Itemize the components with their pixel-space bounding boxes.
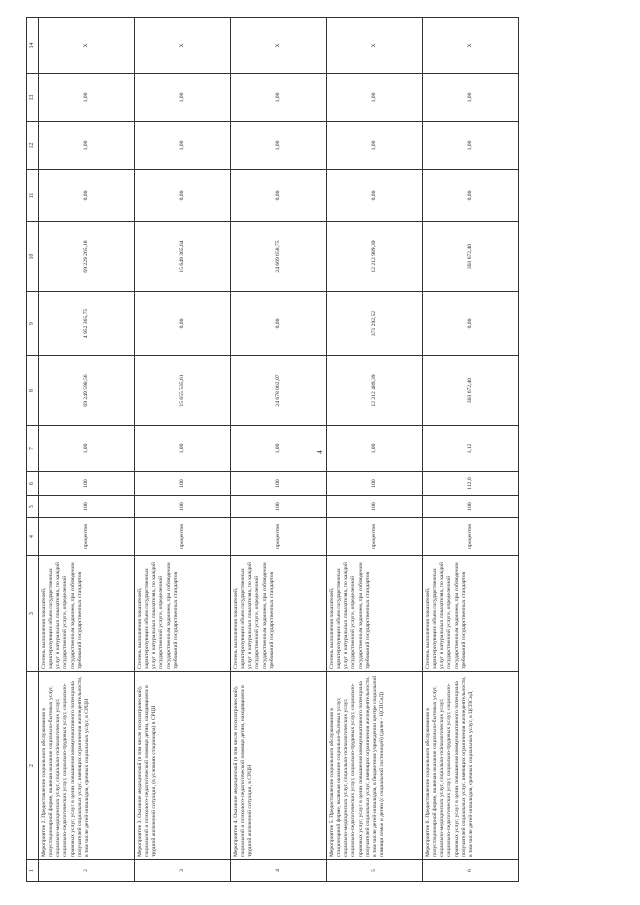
- cell-13: 1,00: [423, 74, 519, 122]
- cell-10: 24 669 658,75: [231, 222, 327, 292]
- cell-14: X: [39, 18, 135, 74]
- indicator-name: Степень выполнения показателей, характеризующих объем государственных услуг в натуральных показателях, по каждой государственной услуге, определенной государственным заданием, при соблюдении требований государственных стандартов: [231, 556, 327, 672]
- col-header: 14: [27, 18, 39, 74]
- col-header: 4: [27, 518, 39, 556]
- cell-7: 1,00: [231, 426, 327, 472]
- table-row: [39, 18, 135, 882]
- cell-6: 100: [231, 472, 327, 496]
- cell-8: 24 678 062,07: [231, 356, 327, 426]
- unit: процентов: [39, 518, 135, 556]
- cell-5: 100: [423, 496, 519, 518]
- col-header: 11: [27, 170, 39, 222]
- cell-11: 0,00: [231, 170, 327, 222]
- cell-5: 100: [135, 496, 231, 518]
- col-header: 9: [27, 292, 39, 356]
- measure-name: Мероприятие 6. Предоставление социального обслуживания в полустационарной форме, включая оказание социально-бытовых услуг, социально-медицинских услуг, социально-психологических услуг, социально-педагогических услуг, социально-трудовых услуг, социально-правовых услуг, услуг в целях повышения коммуникативного потенциала получателей социальных услуг, имеющих ограничения жизнедеятельности, в том числе детей-инвалидов, срочных социальных услуг, в ЦСПСиД: [423, 672, 519, 860]
- cell-9: 0,00: [423, 292, 519, 356]
- cell-5: 100: [327, 496, 423, 518]
- unit: процентов: [135, 518, 231, 556]
- indicator-name: Степень выполнения показателей, характеризующих объем государственных услуг в натуральных показателях, по каждой государственной услуге, определенной государственным заданием, при соблюдении требований государственных стандартов: [423, 556, 519, 672]
- cell-12: 1,00: [327, 122, 423, 170]
- cell-8: 12 212 489,39: [327, 356, 423, 426]
- cell-8: 15 655 535,61: [135, 356, 231, 426]
- indicator-name: Степень выполнения показателей, характеризующих объем государственных услуг в натуральных показателях, по каждой государственной услуге, определенной государственным заданием, при соблюдении требований государственных стандартов: [135, 556, 231, 672]
- measure-name: Мероприятие 2. Предоставление социального обслуживания в полустационарной форме, включая оказание социально-бытовых услуг, социально-медицинских услуг, социально-психологических услуг, социально-педагогических услуг, социально-трудовых услуг, социально-правовых услуг, услуг в целях повышения коммуникативного потенциала получателей социальных услуг, имеющих ограничения жизнедеятельности, в том числе детей-инвалидов, срочных социальных услуг, в СРЦН: [39, 672, 135, 860]
- measure-name: Мероприятие 3. Оказание медицинской (в том числе психиатрической), социальной и психолого-педагогической помощи детям, находящимся в трудной жизненной ситуации, (в условиях стационара) в СРЦН: [135, 672, 231, 860]
- col-header: 12: [27, 122, 39, 170]
- col-header: 10: [27, 222, 39, 292]
- row-number: 4: [231, 860, 327, 882]
- col-header: 8: [27, 356, 39, 426]
- cell-13: 1,00: [327, 74, 423, 122]
- cell-7: 1,00: [327, 426, 423, 472]
- measure-name: Мероприятие 5. Предоставление социального обслуживания в стационарной форме, включая оказание социально-бытовых услуг, социально-медицинских услуг, социально-психологических услуг, социально-педагогических услуг, социально-трудовых услуг, социально-правовых услуг, услуг в целях повышения коммуникативного потенциала получателей социальных услуг, имеющих ограничения жизнедеятельности, в том числе детей-инвалидов, в бюджетном учреждении центре социальной помощи семье и детям (с социальной гостиницей) (далее - ЦСПСиД): [327, 672, 423, 860]
- row-number: 5: [327, 860, 423, 882]
- cell-12: 1,00: [135, 122, 231, 170]
- column-number-row: [27, 18, 39, 882]
- unit: процентов: [231, 518, 327, 556]
- cell-8: 303 672,40: [423, 356, 519, 426]
- cell-13: 1,00: [39, 74, 135, 122]
- cell-12: 1,00: [231, 122, 327, 170]
- cell-5: 100: [39, 496, 135, 518]
- cell-5: 100: [231, 496, 327, 518]
- cell-11: 0,00: [39, 170, 135, 222]
- col-header: 2: [27, 672, 39, 860]
- cell-13: 1,00: [231, 74, 327, 122]
- cell-7: 1,00: [39, 426, 135, 472]
- cell-9: 4 952 365,75: [39, 292, 135, 356]
- table-row: [135, 18, 231, 882]
- rotated-page-content: [26, 18, 606, 882]
- row-number: 2: [39, 860, 135, 882]
- col-header: 5: [27, 496, 39, 518]
- cell-11: 0,00: [327, 170, 423, 222]
- cell-7: 1,00: [135, 426, 231, 472]
- page-number: 4: [315, 450, 324, 454]
- cell-14: X: [423, 18, 519, 74]
- indicator-name: Степень выполнения показателей, характеризующих объем государственных услуг в натуральных показателях, по каждой государственной услуге, определенной государственным заданием, при соблюдении требований государственных стандартов: [39, 556, 135, 672]
- cell-11: 0,00: [135, 170, 231, 222]
- cell-11: 0,00: [423, 170, 519, 222]
- row-number: 6: [423, 860, 519, 882]
- cell-9: 0,00: [231, 292, 327, 356]
- measure-name: Мероприятие 4. Оказание медицинской (в том числе психиатрической), социальной и психолого-педагогической помощи детям, находящимся в трудной жизненной ситуации, в СРЦН: [231, 672, 327, 860]
- cell-14: X: [231, 18, 327, 74]
- table-row: [327, 18, 423, 882]
- cell-8: 69 249 590,56: [39, 356, 135, 426]
- table-row: [423, 18, 519, 882]
- unit: процентов: [423, 518, 519, 556]
- indicator-name: Степень выполнения показателей, характеризующих объем государственных услуг в натуральных показателях, по каждой государственной услуге, определенной государственным заданием, при соблюдении требований государственных стандартов: [327, 556, 423, 672]
- cell-14: X: [327, 18, 423, 74]
- cell-9: 371 292,52: [327, 292, 423, 356]
- cell-13: 1,00: [135, 74, 231, 122]
- cell-6: 100: [135, 472, 231, 496]
- col-header: 6: [27, 472, 39, 496]
- cell-12: 1,00: [423, 122, 519, 170]
- cell-6: 100: [39, 472, 135, 496]
- col-header: 7: [27, 426, 39, 472]
- col-header: 1: [27, 860, 39, 882]
- results-table: [26, 17, 519, 882]
- cell-14: X: [135, 18, 231, 74]
- cell-12: 1,00: [39, 122, 135, 170]
- cell-10: 15 649 365,64: [135, 222, 231, 292]
- cell-9: 0,00: [135, 292, 231, 356]
- cell-10: 69 229 265,18: [39, 222, 135, 292]
- cell-6: 100: [327, 472, 423, 496]
- cell-6: 112,0: [423, 472, 519, 496]
- cell-10: 303 672,40: [423, 222, 519, 292]
- unit: процентов: [327, 518, 423, 556]
- col-header: 13: [27, 74, 39, 122]
- cell-7: 1,12: [423, 426, 519, 472]
- row-number: 3: [135, 860, 231, 882]
- cell-10: 12 212 989,39: [327, 222, 423, 292]
- col-header: 3: [27, 556, 39, 672]
- table-row: [231, 18, 327, 882]
